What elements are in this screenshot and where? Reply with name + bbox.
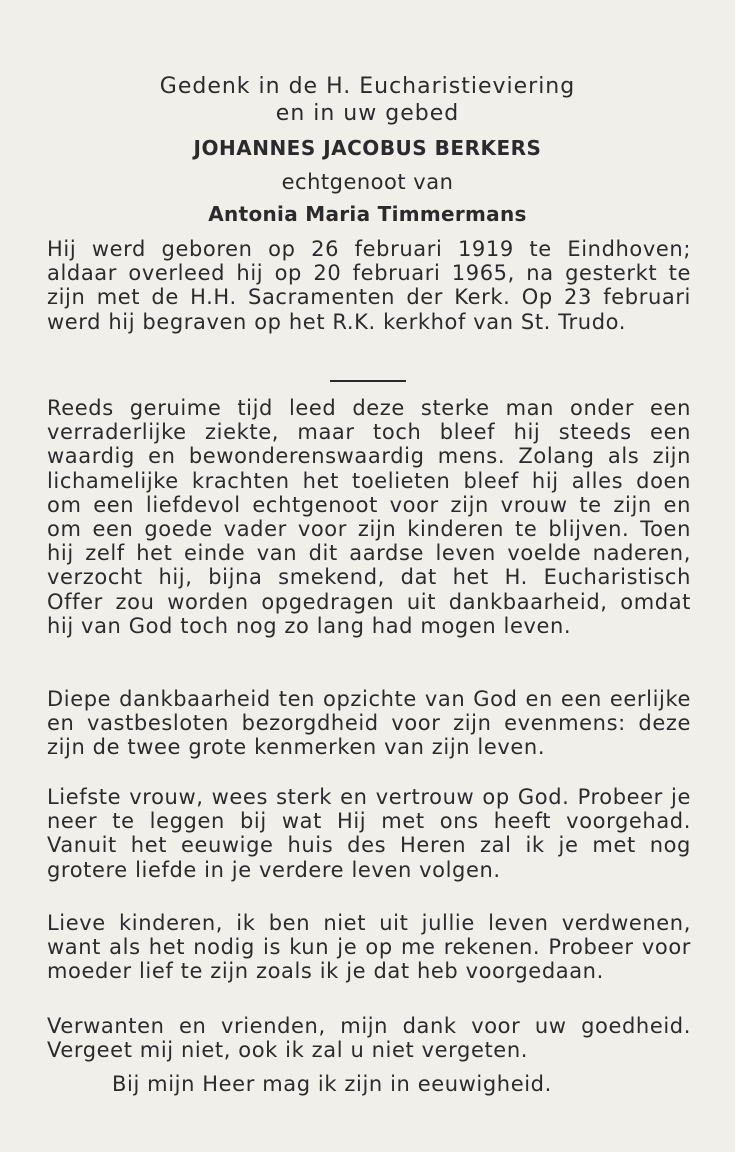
spouse-label: echtgenoot van	[281, 170, 454, 194]
message-to-wife: Liefste vrouw, wees sterk en vertrouw op God. Probeer je neer te leggen bij wat Hij met ons heeft voorgehad. Vanuit het eeuwige huis des Heren zal ik je met nog grotere liefde in je verdere leven volgen.	[47, 785, 691, 882]
tribute-paragraph: Reeds geruime tijd leed deze sterke man onder een verraderlijke ziekte, maar toch bleef hij steeds een waardig en bewonderenswaardig mens. Zolang als zijn lichamelijke krachten het toelieten bleef hij alles doen om een liefdevol echtgenoot voor zijn vrouw te zijn en om een goede vader voor zijn kinderen te blijven. Toen hij zelf het einde van dit aardse leven voelde naderen, verzocht hij, bijna smekend, dat het H. Eucharistisch Offer zou worden opgedragen uit dankbaarheid, omdat hij van God toch nog zo lang had mogen leven.	[47, 396, 691, 638]
message-to-children: Lieve kinderen, ik ben niet uit jullie leven verdwenen, want als het nodig is kun je op me rekenen. Probeer voor moeder lief te zijn zoals ik je dat heb voorgedaan.	[47, 911, 691, 984]
deceased-name: JOHANNES JACOBUS BERKERS	[193, 136, 542, 160]
divider	[330, 380, 406, 382]
closing-line: Bij mijn Heer mag ik zijn in eeuwigheid.	[112, 1072, 552, 1096]
biography-paragraph: Hij werd geboren op 26 februari 1919 te Eindhoven; aldaar overleed hij op 20 februari 1965, na gesterkt te zijn met de H.H. Sacramenten der Kerk. Op 23 februari werd hij begraven op het R.K. kerkhof van St. Trudo.	[47, 237, 691, 334]
header-line-1: Gedenk in de H. Eucharistieviering	[159, 74, 576, 99]
character-paragraph: Diepe dankbaarheid ten opzichte van God en een eerlijke en vastbesloten bezorgdheid voor zijn evenmens: deze zijn de twee grote kenmerken van zijn leven.	[47, 687, 691, 760]
spouse-name: Antonia Maria Timmermans	[208, 202, 527, 226]
message-to-relatives: Verwanten en vrienden, mijn dank voor uw goedheid. Vergeet mij niet, ook ik zal u niet vergeten.	[47, 1014, 691, 1063]
header-line-2: en in uw gebed	[275, 101, 460, 126]
